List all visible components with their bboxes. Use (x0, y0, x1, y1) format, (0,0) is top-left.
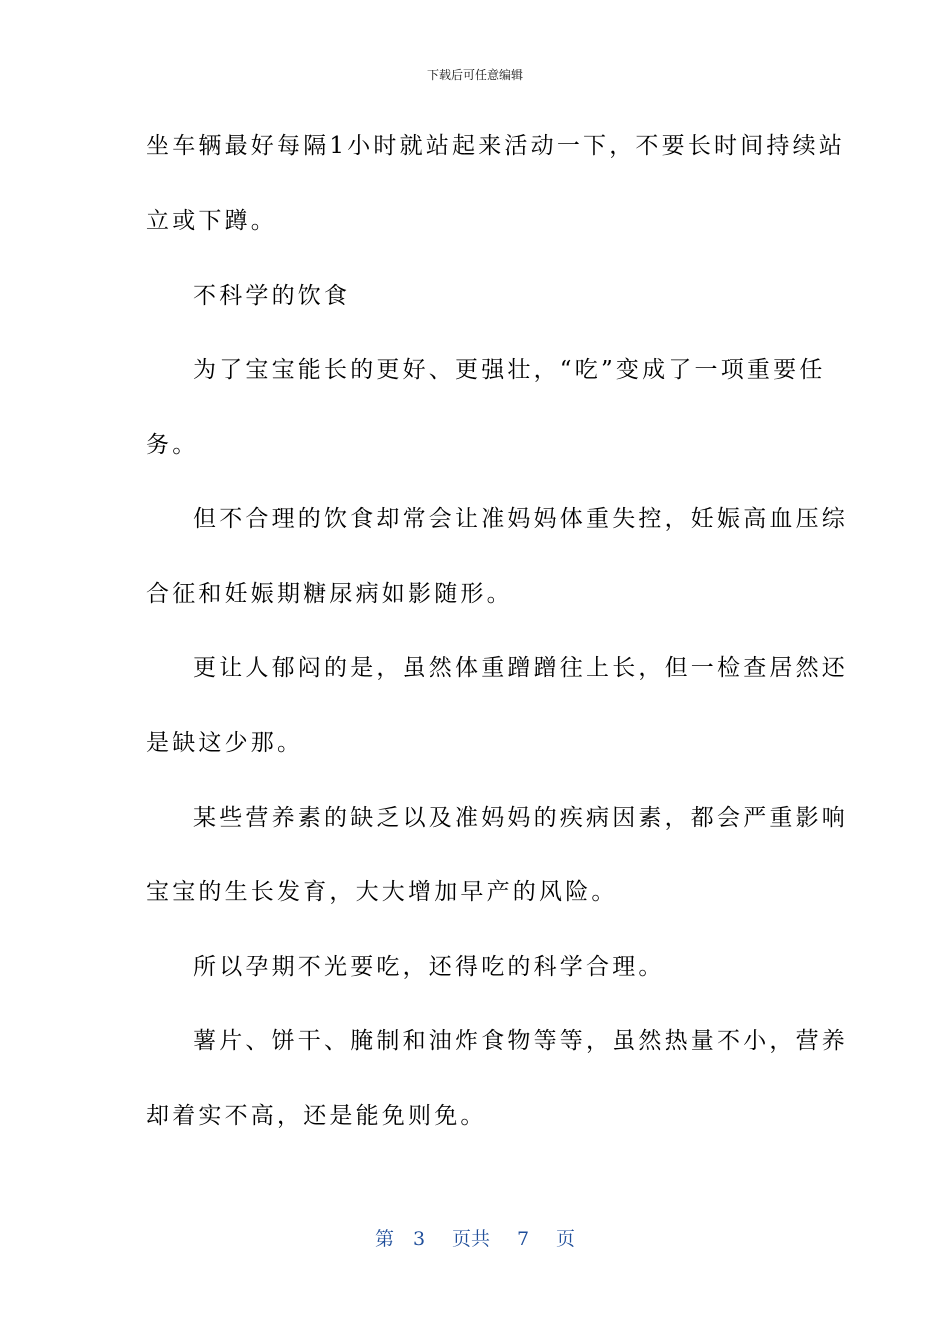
section-heading: 不科学的饮食 (193, 283, 351, 309)
footer-total-pages: 7 (517, 1228, 530, 1250)
footer-label-page: 第 (375, 1228, 395, 1250)
body-line: 立或下蹲。 (146, 208, 277, 234)
body-line: 宝宝的生长发育，大大增加早产的风险。 (146, 879, 618, 905)
body-line: 薯片、饼干、腌制和油炸食物等等，虽然热量不小，营养 (193, 1028, 848, 1054)
page-footer (0, 1226, 950, 1252)
body-line: 坐车辆最好每隔1小时就站起来活动一下，不要长时间持续站 (146, 133, 846, 159)
body-line: 为了宝宝能长的更好、更强壮，“吃”变成了一项重要任 (193, 357, 826, 383)
footer-label-page-end: 页 (556, 1228, 576, 1250)
body-line: 合征和妊娠期糖尿病如影随形。 (146, 581, 513, 607)
body-line: 某些营养素的缺乏以及准妈妈的疾病因素，都会严重影响 (193, 805, 848, 831)
footer-current-page: 3 (413, 1228, 426, 1250)
body-line: 所以孕期不光要吃，还得吃的科学合理。 (193, 954, 665, 980)
body-line: 但不合理的饮食却常会让准妈妈体重失控，妊娠高血压综 (193, 506, 848, 532)
page-header-note: 下载后可任意编辑 (426, 68, 523, 82)
footer-label-page-of: 页共 (452, 1228, 491, 1250)
body-line: 是缺这少那。 (146, 730, 304, 756)
body-line: 更让人郁闷的是，虽然体重蹭蹭往上长，但一检查居然还 (193, 655, 848, 681)
body-line: 却着实不高，还是能免则免。 (146, 1103, 487, 1129)
body-line: 务。 (146, 432, 199, 458)
